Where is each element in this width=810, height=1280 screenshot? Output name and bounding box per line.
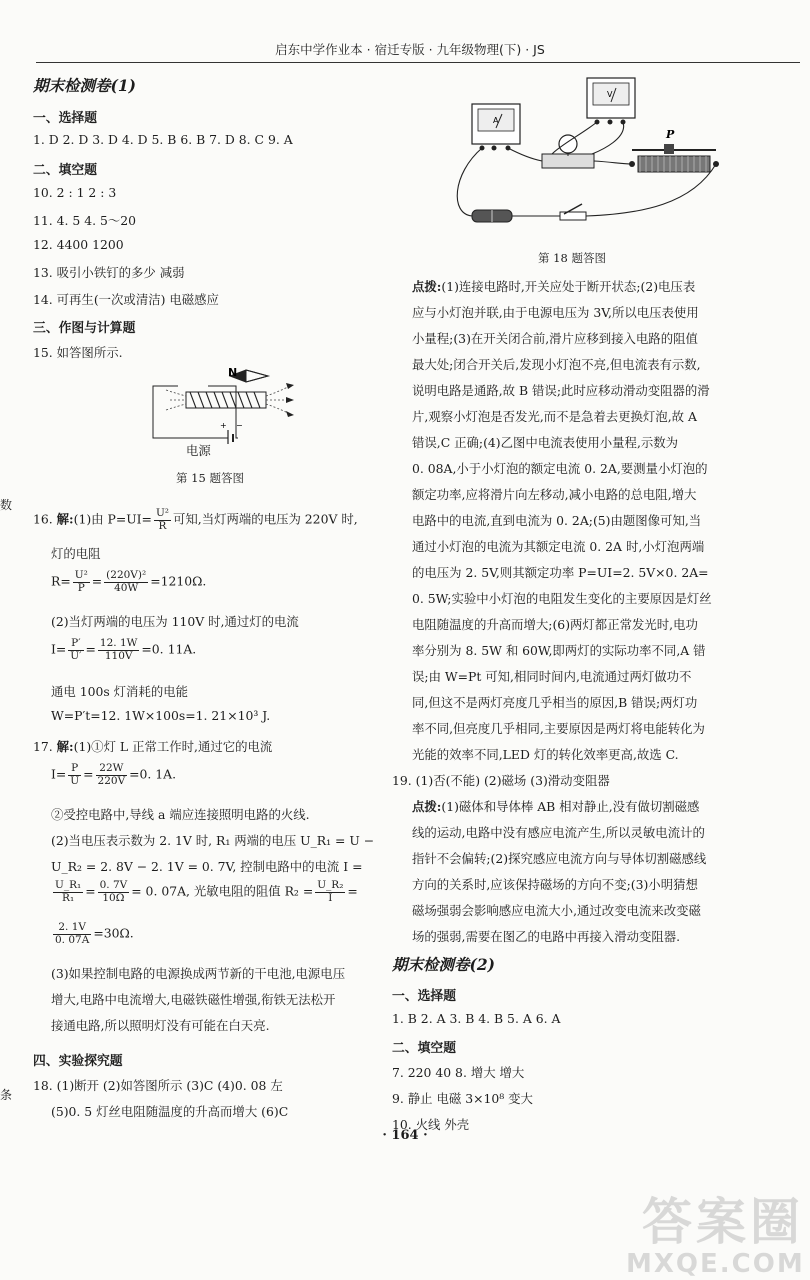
cropped-edge-char: 数	[0, 498, 13, 512]
fill-answer: 12. 4400 1200	[33, 237, 124, 252]
exam-title: 期末检测卷(1)	[33, 76, 136, 95]
q16-line: 灯的电阻	[51, 546, 101, 561]
tip-line: 额定功率,应将滑片向左移动,减小电路的总电阻,增大	[412, 487, 697, 502]
q17-line: ②受控电路中,导线 a 端应连接照明电路的火线.	[51, 807, 310, 822]
tip-line: 0. 08A,小于小灯泡的额定电流 0. 2A,要测量小灯泡的	[412, 461, 708, 476]
tip-line: 错误,C 正确;(4)乙图中电流表使用小量程,示数为	[412, 435, 679, 450]
fig15-solenoid-diagram	[148, 368, 308, 458]
cropped-edge-char: 条	[0, 1088, 13, 1102]
tip-line: 小量程;(3)在开关闭合前,滑片应移到接入电路的阻值	[412, 331, 698, 346]
tip-line: 点拨:(1)连接电路时,开关应处于断开状态;(2)电压表	[412, 279, 696, 294]
svg-text:−: −	[236, 421, 243, 430]
tip-line: 率分别为 8. 5W 和 60W,即两灯的实际功率不同,A 错	[412, 643, 706, 658]
choice-answers: 1. B 2. A 3. B 4. B 5. A 6. A	[392, 1011, 561, 1026]
q18-answer: 18. (1)断开 (2)如答图所示 (3)C (4)0. 08 左	[33, 1078, 283, 1093]
tip-line: 同,但这不是两灯亮度几乎相当的原因,B 错误;两灯功	[412, 695, 698, 710]
svg-text:A: A	[493, 116, 499, 125]
fill-answer: 13. 吸引小铁钉的多少 减弱	[33, 265, 185, 280]
q17-line: (2)当电压表示数为 2. 1V 时, R₁ 两端的电压 U_R₁ = U −	[51, 833, 375, 848]
q15-answer: 15. 如答图所示.	[33, 345, 123, 360]
q17-line: 17. 解:(1)①灯 L 正常工作时,通过它的电流	[33, 739, 273, 754]
fill-answer: 9. 静止 电磁 3×10⁸ 变大	[392, 1091, 533, 1106]
tip-line: 率不同,但亮度几乎相同,主要原因是两灯将电能转化为	[412, 721, 705, 736]
figure-caption: 第 18 题答图	[538, 251, 606, 265]
q19-answer: 19. (1)否(不能) (2)磁场 (3)滑动变阻器	[392, 773, 610, 788]
fill-answer: 7. 220 40 8. 增大 增大	[392, 1065, 525, 1080]
section-heading: 三、作图与计算题	[33, 321, 136, 336]
q17-line: 增大,电路中电流增大,电磁铁磁性增强,衔铁无法松开	[51, 992, 336, 1007]
tip-line: 指针不会偏转;(2)探究感应电流方向与导体切割磁感线	[412, 851, 707, 866]
section-heading: 一、选择题	[33, 111, 97, 126]
figure-caption: 第 15 题答图	[176, 471, 244, 485]
svg-text:V: V	[607, 90, 613, 99]
watermark-logo: 答案圈 MXQE.COM	[626, 1193, 805, 1279]
tip-line: 方向的关系时,应该保持磁场的方向不变;(3)小明猜想	[412, 877, 698, 892]
running-header: 启东中学作业本 · 宿迁专版 · 九年级物理(下) · JS	[275, 42, 545, 57]
tip-line: 光能的效率不同,LED 灯的转化效率更高,故选 C.	[412, 747, 679, 762]
fill-answer: 10. 2 : 1 2 : 3	[33, 185, 117, 200]
page-number: · 164 ·	[382, 1128, 428, 1143]
q16-line: I= $\frac{P'}{U'}$ = $\frac{12. 1W}{110V}$ =0. 11A.	[51, 637, 197, 662]
q17-line: (3)如果控制电路的电源换成两节新的干电池,电源电压	[51, 966, 346, 981]
tip-line: 电阻随温度的升高而增大;(6)两灯都正常发光时,电功	[412, 617, 698, 632]
q16-line: (2)当灯两端的电压为 110V 时,通过灯的电流	[51, 614, 299, 629]
header-rule	[36, 62, 800, 63]
q16-line: W=P′t=12. 1W×100s=1. 21×10³ J.	[51, 708, 271, 723]
tip-line: 通过小灯泡的电流为其额定电流 0. 2A 时,小灯泡两端	[412, 539, 705, 554]
north-pole-label: N	[228, 368, 238, 379]
tip-line: 应与小灯泡并联,由于电源电压为 3V,所以电压表使用	[412, 305, 699, 320]
q16-line: 16. 解:(1)由 P=UI= $\frac{\text{U²}}{R}$ 可知,当灯两端的电压为 220V 时,	[33, 507, 358, 532]
q17-line: U_R₂ = 2. 8V − 2. 1V = 0. 7V, 控制电路中的电流 I =	[51, 859, 363, 874]
fig18-circuit-diagram	[442, 74, 732, 242]
section-heading: 二、填空题	[33, 163, 97, 178]
tip-line: 的电压为 2. 5V,则其额定功率 P=UI=2. 5V×0. 2A=	[412, 565, 709, 580]
q17-line: $\frac{\text{U\_R₁}}{\text{R₁}}$ = $\frac{0. 7V}{10\Omega}$ = 0. 07A, 光敏电阻的阻值 R₂ = $\frac{\text{U\_R₂}}{I}$ =	[55, 879, 358, 904]
fill-answer: 14. 可再生(一次或清洁) 电磁感应	[33, 292, 219, 307]
tip-line: 场的强弱,需要在图乙的电路中再接入滑动变阻器.	[412, 929, 681, 944]
section-heading: 四、实验探究题	[33, 1054, 123, 1069]
svg-text:+: +	[220, 421, 227, 430]
tip-line: 电路中的电流,直到电流为 0. 2A;(5)由题图像可知,当	[412, 513, 702, 528]
q17-line: $\frac{2. 1V}{0. 07A}$ =30Ω.	[55, 921, 134, 946]
slider-label: P	[666, 128, 675, 141]
tip-line: 说明电路是通路,故 B 错误;此时应移动滑动变阻器的滑	[412, 383, 710, 398]
tip-line: 片,观察小灯泡是否发光,而不是急着去更换灯泡,故 A	[412, 409, 697, 424]
fill-answer: 11. 4. 5 4. 5～20	[33, 213, 137, 228]
tip-line: 磁场强弱会影响感应电流大小,通过改变电流来改变磁	[412, 903, 701, 918]
tip-line: 0. 5W;实验中小灯泡的电阻发生变化的主要原因是灯丝	[412, 591, 712, 606]
tip-line: 误;由 W=Pt 可知,相同时间内,电流通过两灯做功不	[412, 669, 692, 684]
q16-line: R= $\frac{\text{U²}}{P}$ = $\frac{\text{(220V)²}}{40W}$ =1210Ω.	[51, 569, 207, 594]
section-heading: 二、填空题	[392, 1041, 456, 1056]
tip-line: 最大处;闭合开关后,发现小灯泡不亮,但电流表有示数,	[412, 357, 701, 372]
q17-line: 接通电路,所以照明灯没有可能在白天亮.	[51, 1018, 270, 1033]
tip-line: 线的运动,电路中没有感应电流产生,所以灵敏电流计的	[412, 825, 705, 840]
exam-title: 期末检测卷(2)	[392, 955, 495, 974]
q18-answer: (5)0. 5 灯丝电阻随温度的升高而增大 (6)C	[51, 1104, 289, 1119]
tip-line: 点拨:(1)磁体和导体棒 AB 相对静止,没有做切割磁感	[412, 799, 700, 814]
power-source-label: 电源	[186, 443, 211, 458]
fill-answer: 10. 火线 外壳	[392, 1117, 470, 1132]
q17-line: I= $\frac{P}{U}$ = $\frac{22W}{220V}$ =0. 1A.	[51, 762, 177, 787]
q16-line: 通电 100s 灯消耗的电能	[51, 684, 189, 699]
choice-answers: 1. D 2. D 3. D 4. D 5. B 6. B 7. D 8. C 9. A	[33, 132, 293, 147]
section-heading: 一、选择题	[392, 989, 456, 1004]
